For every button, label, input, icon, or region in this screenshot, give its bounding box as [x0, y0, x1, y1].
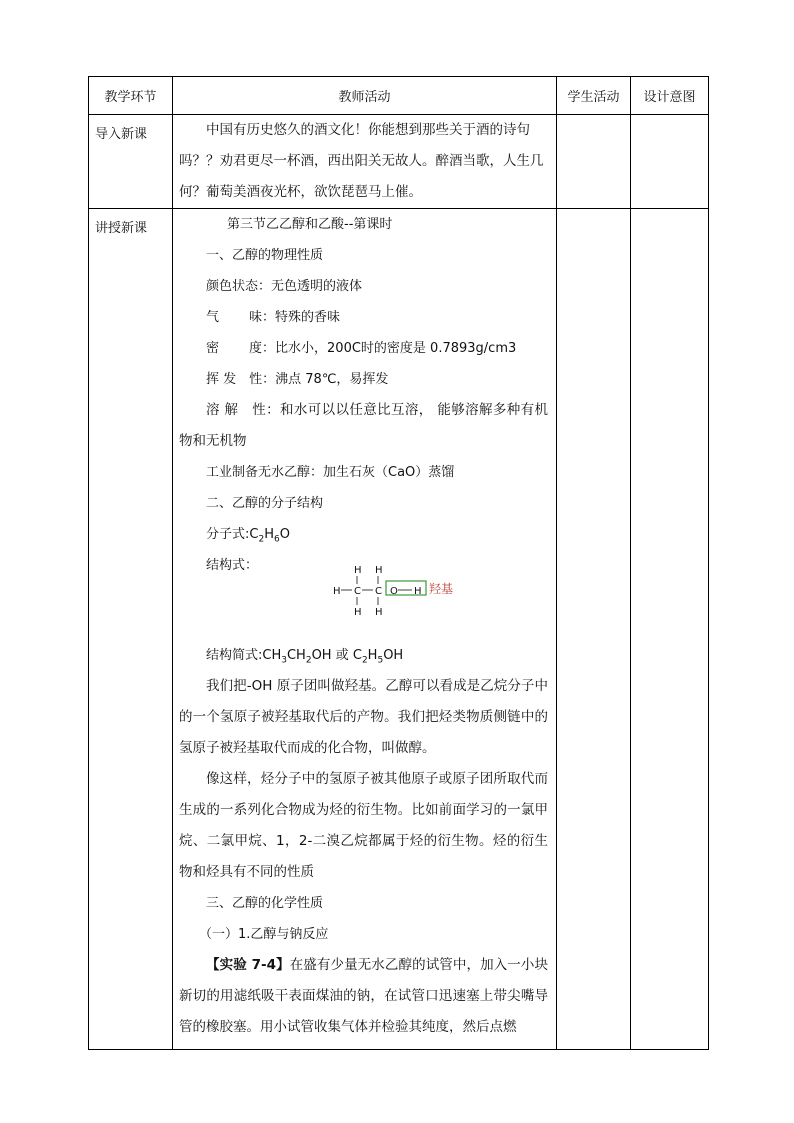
atom-h5: H	[375, 607, 383, 618]
atom-h2: H	[375, 565, 383, 576]
formula-o: O	[279, 527, 290, 542]
industrial-prep: 工业制备无水乙醇：加生石灰（CaO）蒸馏	[206, 465, 455, 480]
volatile-value: 沸点 78℃，易挥发	[275, 372, 389, 387]
volatile-key: 挥 发 性：	[206, 372, 276, 387]
heading-chemical: 三、乙醇的化学性质	[206, 896, 324, 911]
simplified-formula	[179, 640, 548, 671]
prop-color: 颜色状态：无色透明的液体	[206, 279, 363, 294]
prop-volatile	[179, 364, 548, 395]
prop-smell	[179, 302, 548, 333]
experiment-tag: 【实验 7-4】	[206, 957, 290, 973]
paragraph-derivatives: 像这样，烃分子中的氢原子被其他原子或原子团所取代而生成的一系列化合物成为烃的衍生物。比如前面学习的一氯甲烷、二氯甲烷、1，2-二溴乙烷都属于烃的衍生物。烃的衍生物和烃具有不同的性质	[179, 771, 548, 880]
intro-intent-cell	[631, 115, 709, 209]
sf-1: CH	[262, 648, 282, 663]
formula-c: C	[249, 527, 259, 542]
lecture-cell	[173, 209, 557, 1050]
lecture-label: 讲授新课	[89, 209, 173, 1050]
density-key: 密	[206, 341, 220, 356]
formula-label: 分子式:	[206, 527, 250, 542]
sf-3: OH 或 C	[311, 648, 362, 663]
ethanol-structure-diagram	[319, 560, 479, 620]
lesson-plan-table	[88, 76, 709, 1050]
intro-student-cell	[557, 115, 631, 209]
sf-4-sub: 5	[377, 655, 384, 666]
heading-physical: 一、乙醇的物理性质	[206, 248, 324, 263]
density-value: 比水小，200C时的密度是 0.7893g/cm3	[275, 341, 517, 356]
simplified-label: 结构简式:	[206, 648, 263, 663]
intro-row	[89, 115, 709, 209]
header-intent: 设计意图	[631, 77, 709, 115]
molecular-formula	[179, 519, 548, 550]
atom-h1: H	[354, 565, 362, 576]
sf-2: CH	[286, 648, 306, 663]
formula-h: H	[264, 527, 274, 542]
sf-5: OH	[383, 648, 404, 663]
sf-2-sub: 2	[305, 655, 312, 666]
header-row	[89, 77, 709, 115]
struct-label: 结构式：	[206, 558, 259, 573]
density-key2: 度：	[249, 341, 276, 356]
heading-structure: 二、乙醇的分子结构	[206, 496, 324, 511]
smell-key: 气	[206, 310, 220, 325]
prop-solubility: 溶 解 性：和水可以以任意比互溶， 能够溶解多种有机物和无机物	[179, 402, 548, 449]
hydroxyl-label: 羟基	[429, 582, 454, 596]
atom-h6: H	[414, 586, 422, 597]
header-student: 学生活动	[557, 77, 631, 115]
formula-h-sub: 6	[273, 534, 280, 545]
lecture-intent-cell	[631, 209, 709, 1050]
header-teacher: 教师活动	[173, 77, 557, 115]
experiment-text: 在盛有少量无水乙醇的试管中，加入一小块新切的用滤纸吸干表面煤油的钠，在试管口迅速塞上带尖嘴导管的橡胶塞。用小试管收集气体并检验其纯度，然后点燃	[179, 957, 549, 1035]
atom-o: O	[390, 586, 398, 597]
smell-value: 特殊的香味	[275, 310, 341, 325]
smell-key2: 味：	[249, 310, 276, 325]
formula-c-sub: 2	[258, 534, 265, 545]
intro-cell	[173, 115, 557, 209]
paragraph-hydroxyl: 我们把-OH 原子团叫做羟基。乙醇可以看成是乙烷分子中的一个氢原子被羟基取代后的产物。我们把烃类物质侧链中的氢原子被羟基取代而成的化合物，叫做醇。	[179, 678, 548, 756]
atom-h4: H	[354, 607, 362, 618]
sf-1-sub: 3	[281, 655, 287, 666]
sf-4: H	[367, 648, 378, 663]
heading-sodium-reaction: （一）1.乙醇与钠反应	[199, 927, 329, 942]
header-stage: 教学环节	[89, 77, 173, 115]
atom-h3: H	[333, 586, 341, 597]
lecture-student-cell	[557, 209, 631, 1050]
intro-label: 导入新课	[89, 115, 173, 209]
lecture-row	[89, 209, 709, 1050]
intro-text: 中国有历史悠久的酒文化！你能想到那些关于酒的诗句吗？？劝君更尽一杯酒，西出阳关无故人。醉酒当歌，人生几何？葡萄美酒夜光杯，欲饮琵琶马上催。	[179, 122, 544, 200]
structural-formula	[179, 550, 548, 640]
experiment-paragraph	[179, 950, 548, 1043]
atom-c1: C	[354, 586, 361, 597]
atom-c2: C	[375, 586, 382, 597]
section-title: 第三节乙乙醇和乙酸--第课时	[227, 217, 393, 232]
sf-3-sub: 2	[361, 655, 368, 666]
prop-density	[179, 333, 548, 364]
